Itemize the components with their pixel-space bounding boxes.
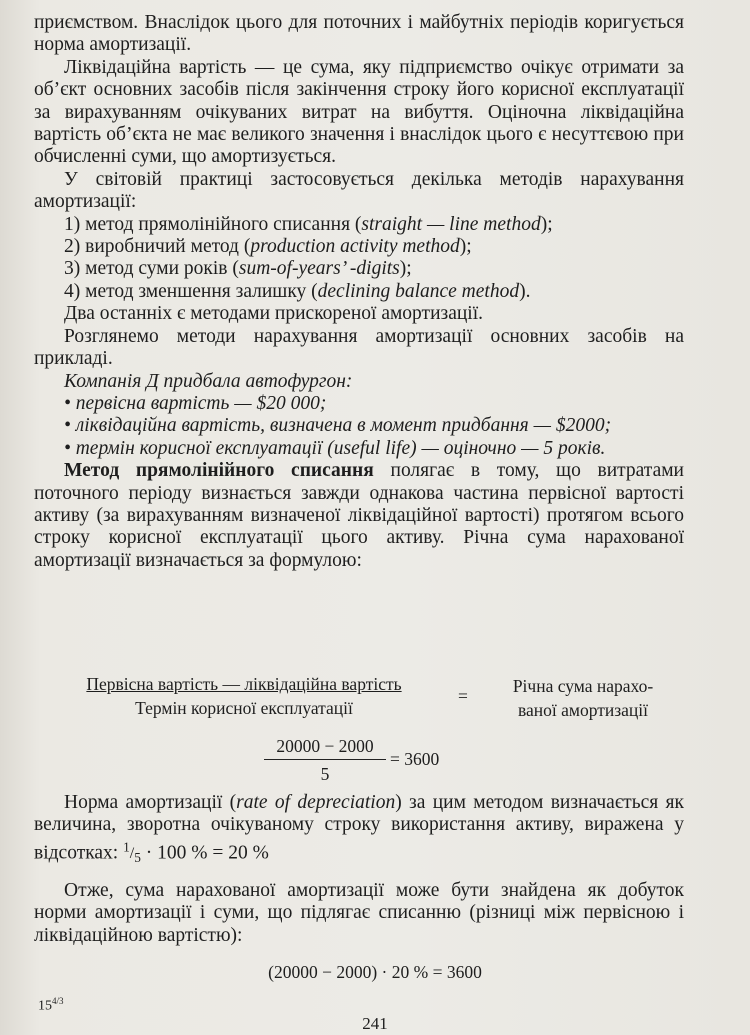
example-bullet-1: • первісна вартість — $20 000; xyxy=(64,392,327,414)
formula1-equals: = xyxy=(458,686,468,706)
formula-annual-depreciation xyxy=(48,674,688,724)
method-item-4: 4) метод зменшення залишку (declining balance method). xyxy=(64,280,531,302)
paragraph-accelerated: Два останніх є методами прискореної амортизації. xyxy=(64,303,484,325)
formula1-denominator: Термін корисної експлуатації xyxy=(135,698,353,718)
paragraph-liquidation-value: Ліквідаційна вартість — це сума, яку підприємство очікує отримати за об’єкт основних засобів після закінчення строку його корисної експлуатації за вирахуванням очікуваних витрат на вибуття. Оціночна ліквідаційна вартість об’єкта не має великого значення і внаслідок цього є несуттєвою при обчисленні суми, що амортизується. xyxy=(34,56,684,168)
paragraph-straight-line: Метод прямолінійного списання полягає в тому, що витратами поточного періоду визнається завжди однакова частина первісної вартості активу (за вирахуванням визначеної ліквідаційної вартості) протягом всього строку корисної експлуатації цього активу. Річна сума нарахованої амортизації визначається за формулою: xyxy=(34,460,684,571)
method-item-1: 1) метод прямолінійного списання (straight — line method); xyxy=(64,213,553,235)
page-number: 241 xyxy=(362,1014,388,1033)
formula2-result: = 3600 xyxy=(390,749,440,769)
formula-calculation xyxy=(264,736,504,788)
formula2-denominator: 5 xyxy=(320,764,330,784)
paragraph-conclusion: Отже, сума нарахованої амортизації може бути знайдена як добуток норми амортизації і суми, що підлягає списанню (різниці між первісною і ліквідаційною вартістю): xyxy=(34,879,684,946)
printer-signature: $15^{4/3}$ xyxy=(38,996,64,1014)
formula-product: (20000 − 2000) · 20 % = 3600 xyxy=(268,962,482,982)
paragraph-rate: Норма амортизації (rate of depreciation) за цим методом визначається як величина, зворотна очікуваному строку використання активу, виражена у відсотках: $^1/_5 \cdot 100$ % = 20 % xyxy=(34,792,684,866)
method-item-3: 3) метод суми років (sum-of-years’ -digits); xyxy=(64,258,412,280)
main-text-top xyxy=(34,12,684,572)
formula2-numerator: 20000 − 2000 xyxy=(276,736,374,756)
formula1-result: Річна сума нарахо- ваної амортизації xyxy=(512,676,654,720)
method-item-2: 2) виробничий метод (production activity method); xyxy=(64,236,472,258)
example-bullet-2: • ліквідаційна вартість, визначена в момент придбання — $2000; xyxy=(64,415,612,437)
method-title: Метод прямолінійного списання xyxy=(64,460,374,482)
example-title: Компанія Д придбала автофургон: xyxy=(64,370,353,392)
main-text-bottom xyxy=(34,792,684,947)
paragraph-continued: приємством. Внаслідок цього для поточних і майбутніх періодів коригується норма амортизації. xyxy=(34,12,684,56)
fraction-one-fifth: $^1/_5$ xyxy=(123,839,141,866)
fraction-line xyxy=(264,759,386,760)
methods-list xyxy=(34,214,684,304)
example-bullet-3: • термін корисної експлуатації (useful life) — оціночно — 5 років. xyxy=(64,437,606,459)
paragraph-example-intro: Розглянемо методи нарахування амортизації основних засобів на прикладі. xyxy=(34,325,684,370)
formula1-numerator: Первісна вартість — ліквідаційна вартість xyxy=(86,674,402,694)
paragraph-methods-intro: У світовій практиці застосовується декілька методів нарахування амортизації: xyxy=(34,168,684,213)
